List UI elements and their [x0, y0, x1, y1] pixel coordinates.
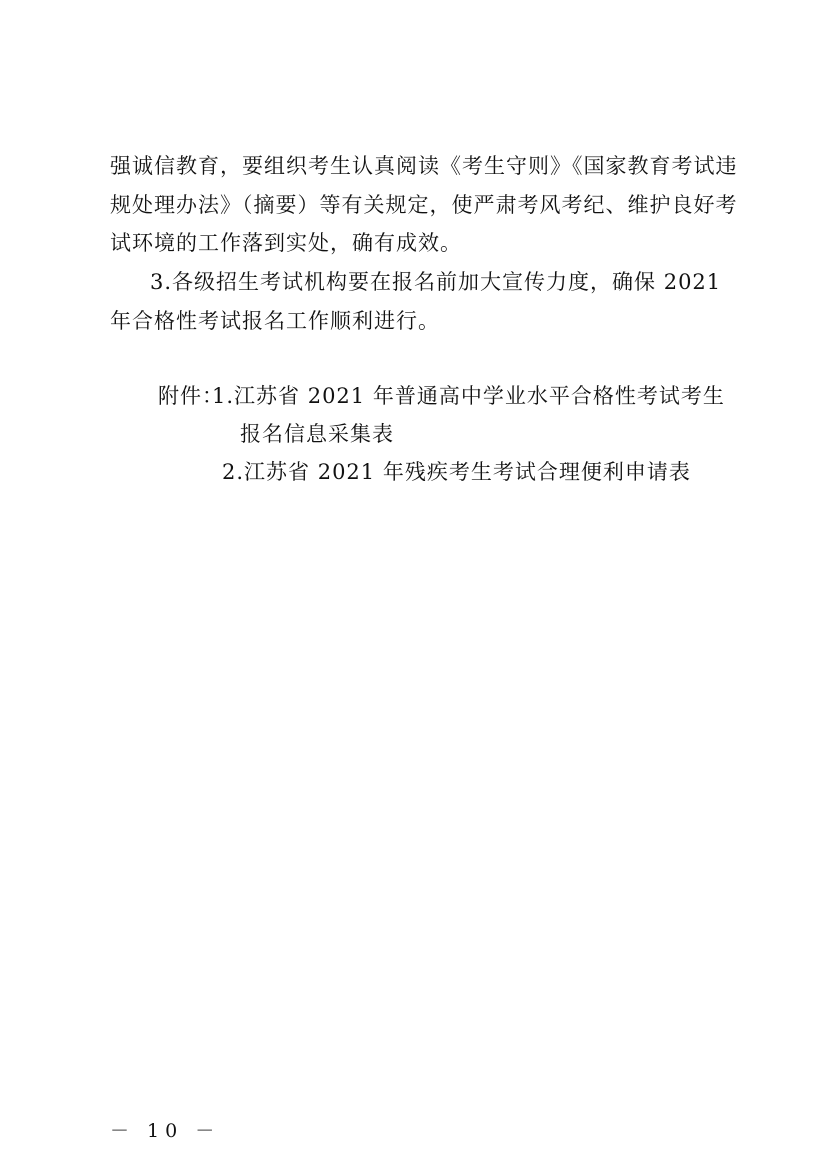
- attachment-1-line-2: 报名信息采集表: [240, 422, 394, 446]
- paragraph-2-line-2: 年合格性考试报名工作顺利进行。: [110, 309, 440, 333]
- page-number: － 10 －: [110, 1120, 221, 1142]
- attachment-2: 2.江苏省 2021 年残疾考生考试合理便利申请表: [222, 460, 691, 484]
- attachments-label: 附件：: [158, 384, 224, 408]
- paragraph-2-line-1: 3.各级招生考试机构要在报名前加大宣传力度，确保 2021: [150, 270, 722, 294]
- paragraph-1-line-1: 强诚信教育，要组织考生认真阅读《考生守则》《国家教育考试违: [110, 154, 738, 178]
- paragraph-1-line-2: 规处理办法》（摘要）等有关规定，使严肃考风考纪、维护良好考: [110, 193, 738, 217]
- attachment-1-line-1: 1.江苏省 2021 年普通高中学业水平合格性考试考生: [212, 384, 725, 408]
- paragraph-1-line-3: 试环境的工作落到实处，确有成效。: [110, 231, 462, 255]
